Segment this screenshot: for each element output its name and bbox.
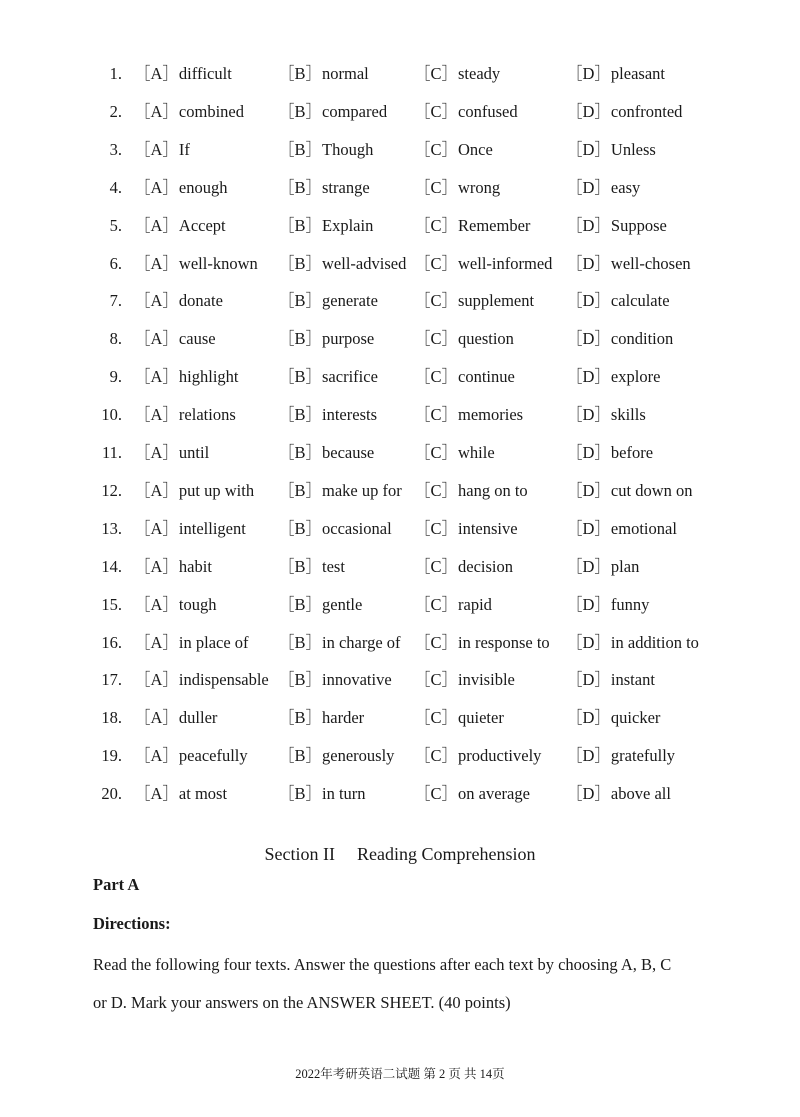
option-text: Accept — [178, 215, 226, 235]
question-row — [0, 555, 800, 579]
option-key: ［B］ — [278, 594, 323, 614]
option-text: test — [322, 556, 345, 576]
option-key: ［A］ — [134, 405, 179, 425]
option-key: ［D］ — [566, 632, 611, 652]
question-number: 6. — [109, 253, 122, 273]
option-key: ［C］ — [414, 329, 459, 349]
section-name: Reading Comprehension — [357, 844, 536, 864]
option-text: Once — [458, 139, 493, 159]
option-c — [414, 62, 500, 86]
option-key: ［B］ — [278, 215, 323, 235]
question-number: 9. — [109, 367, 122, 387]
option-b — [278, 403, 377, 427]
option-key: ［B］ — [278, 632, 323, 652]
option-b — [278, 668, 392, 692]
option-a — [134, 62, 232, 86]
option-text: Though — [322, 139, 374, 159]
option-a — [134, 403, 236, 427]
question-number: 15. — [101, 594, 122, 614]
option-text: purpose — [322, 329, 375, 349]
option-text: funny — [610, 594, 650, 614]
option-key: ［C］ — [414, 594, 459, 614]
option-key: ［C］ — [414, 443, 459, 462]
section-number: Section II — [264, 844, 335, 864]
option-text: condition — [610, 329, 674, 349]
option-key: ［C］ — [414, 177, 459, 197]
option-text: while — [458, 443, 495, 462]
option-text: intelligent — [178, 518, 246, 538]
option-text: supplement — [458, 291, 535, 311]
option-key: ［A］ — [134, 670, 179, 690]
option-text: indispensable — [178, 670, 269, 690]
question-number: 11. — [101, 443, 122, 462]
question-row — [0, 214, 800, 238]
question-number: 1. — [109, 64, 122, 83]
option-key: ［B］ — [278, 670, 323, 690]
question-row — [0, 593, 800, 617]
option-key: ［A］ — [134, 177, 179, 197]
option-key: ［B］ — [278, 518, 323, 538]
option-b — [278, 517, 392, 541]
option-d — [566, 252, 691, 276]
question-number: 16. — [101, 632, 122, 652]
option-text: combined — [178, 101, 244, 121]
option-d — [566, 403, 646, 427]
option-c — [414, 593, 492, 617]
page-footer: 2022年考研英语二试题 第 2 页 共 14页 — [295, 1067, 505, 1081]
option-c — [414, 365, 515, 389]
option-key: ［B］ — [278, 177, 323, 197]
question-row — [0, 479, 800, 503]
option-key: ［D］ — [566, 443, 611, 462]
option-key: ［C］ — [414, 367, 459, 387]
question-row — [0, 100, 800, 124]
question-number: 3. — [109, 139, 122, 159]
option-b — [278, 631, 401, 655]
option-b — [278, 706, 364, 730]
question-number: 19. — [101, 746, 122, 766]
question-number: 12. — [101, 480, 122, 500]
option-key: ［A］ — [134, 632, 179, 652]
option-text: in addition to — [610, 632, 699, 652]
question-number: 5. — [109, 215, 122, 235]
option-text: quieter — [458, 708, 504, 728]
question-row — [0, 782, 800, 806]
option-a — [134, 517, 246, 541]
question-number: 17. — [101, 670, 122, 690]
option-a — [134, 555, 212, 579]
question-number: 10. — [101, 405, 122, 425]
option-text: sacrifice — [322, 367, 378, 387]
option-c — [414, 327, 514, 351]
option-text: in place of — [178, 632, 249, 652]
question-number: 20. — [101, 784, 122, 804]
option-key: ［D］ — [566, 784, 611, 804]
option-key: ［A］ — [134, 784, 179, 804]
option-text: in turn — [322, 784, 366, 804]
option-key: ［D］ — [566, 746, 611, 766]
option-text: strange — [322, 177, 370, 197]
question-row — [0, 403, 800, 427]
option-text: explore — [610, 367, 661, 387]
option-b — [278, 327, 374, 351]
option-text: harder — [322, 708, 365, 728]
option-text: productively — [458, 746, 542, 766]
option-text: gentle — [322, 594, 363, 614]
option-a — [134, 214, 226, 238]
question-row — [0, 289, 800, 313]
option-text: habit — [178, 556, 212, 576]
option-d — [566, 138, 656, 162]
option-text: quicker — [610, 708, 661, 728]
option-text: difficult — [178, 64, 232, 83]
option-text: gratefully — [610, 746, 676, 766]
option-text: enough — [178, 177, 228, 197]
option-c — [414, 631, 550, 655]
option-key: ［D］ — [566, 480, 611, 500]
option-key: ［B］ — [278, 367, 323, 387]
option-d — [566, 631, 699, 655]
option-text: continue — [458, 367, 515, 387]
option-key: ［A］ — [134, 367, 179, 387]
option-text: duller — [178, 708, 218, 728]
option-key: ［D］ — [566, 64, 611, 83]
option-key: ［A］ — [134, 253, 179, 273]
option-text: cause — [178, 329, 216, 349]
option-d — [566, 62, 665, 86]
option-key: ［D］ — [566, 405, 611, 425]
option-b — [278, 782, 366, 806]
option-a — [134, 593, 217, 617]
option-text: emotional — [610, 518, 677, 538]
question-row — [0, 668, 800, 692]
option-text: well-chosen — [610, 253, 691, 273]
question-row — [0, 252, 800, 276]
section-title — [0, 844, 800, 865]
question-row — [0, 706, 800, 730]
option-key: ［C］ — [414, 480, 459, 500]
option-b — [278, 289, 378, 313]
option-c — [414, 517, 518, 541]
option-d — [566, 479, 693, 503]
option-text: above all — [610, 784, 671, 804]
option-a — [134, 631, 249, 655]
directions-line-2: or D. Mark your answers on the ANSWER SHEET. (40 points) — [93, 993, 511, 1012]
option-a — [134, 706, 217, 730]
option-text: at most — [178, 784, 228, 804]
option-key: ［B］ — [278, 746, 323, 766]
option-c — [414, 289, 534, 313]
option-text: hang on to — [458, 480, 528, 500]
option-key: ［D］ — [566, 594, 611, 614]
option-text: normal — [322, 64, 369, 83]
option-text: memories — [458, 405, 524, 425]
option-text: in response to — [458, 632, 550, 652]
option-text: because — [322, 443, 375, 462]
option-c — [414, 479, 528, 503]
option-a — [134, 327, 216, 351]
option-key: ［A］ — [134, 518, 179, 538]
option-text: peacefully — [178, 746, 248, 766]
option-key: ［B］ — [278, 139, 323, 159]
option-text: before — [610, 443, 654, 462]
option-key: ［D］ — [566, 101, 611, 121]
option-key: ［C］ — [414, 139, 459, 159]
option-text: until — [178, 443, 210, 462]
option-text: innovative — [322, 670, 392, 690]
option-key: ［B］ — [278, 443, 323, 462]
option-text: Explain — [322, 215, 374, 235]
option-text: Unless — [610, 139, 656, 159]
option-key: ［B］ — [278, 405, 323, 425]
option-key: ［B］ — [278, 556, 323, 576]
option-text: skills — [610, 405, 646, 425]
option-d — [566, 365, 660, 389]
option-text: relations — [178, 405, 236, 425]
option-key: ［D］ — [566, 139, 611, 159]
option-text: calculate — [610, 291, 670, 311]
option-key: ［A］ — [134, 64, 179, 83]
option-text: instant — [610, 670, 655, 690]
option-text: generously — [322, 746, 395, 766]
question-number: 14. — [101, 556, 122, 576]
option-text: tough — [178, 594, 217, 614]
option-b — [278, 252, 406, 276]
option-text: wrong — [458, 177, 501, 197]
option-key: ［A］ — [134, 101, 179, 121]
option-b — [278, 365, 378, 389]
option-key: ［B］ — [278, 253, 323, 273]
option-a — [134, 365, 239, 389]
question-number: 4. — [109, 177, 122, 197]
option-key: ［B］ — [278, 291, 323, 311]
option-key: ［A］ — [134, 139, 179, 159]
option-a — [134, 138, 190, 162]
option-key: ［C］ — [414, 405, 459, 425]
option-d — [566, 441, 653, 465]
option-text: highlight — [178, 367, 239, 387]
option-b — [278, 100, 387, 124]
option-d — [566, 100, 682, 124]
option-key: ［B］ — [278, 708, 323, 728]
option-key: ［C］ — [414, 746, 459, 766]
option-d — [566, 517, 677, 541]
option-a — [134, 744, 248, 768]
option-key: ［A］ — [134, 746, 179, 766]
option-key: ［C］ — [414, 101, 459, 121]
option-key: ［A］ — [134, 329, 179, 349]
option-text: in charge of — [322, 632, 401, 652]
option-a — [134, 479, 254, 503]
option-c — [414, 441, 495, 465]
option-a — [134, 176, 228, 200]
option-c — [414, 782, 530, 806]
part-heading: Part A — [93, 875, 140, 894]
option-text: on average — [458, 784, 530, 804]
option-c — [414, 138, 493, 162]
question-row — [0, 517, 800, 541]
option-d — [566, 744, 675, 768]
option-a — [134, 252, 258, 276]
option-b — [278, 62, 369, 86]
question-row — [0, 441, 800, 465]
option-key: ［C］ — [414, 253, 459, 273]
option-text: decision — [458, 556, 514, 576]
option-d — [566, 782, 671, 806]
option-c — [414, 403, 523, 427]
option-text: confronted — [610, 101, 683, 121]
question-row — [0, 176, 800, 200]
option-key: ［C］ — [414, 518, 459, 538]
option-text: confused — [458, 101, 518, 121]
option-key: ［A］ — [134, 594, 179, 614]
question-row — [0, 138, 800, 162]
option-key: ［B］ — [278, 101, 323, 121]
option-key: ［D］ — [566, 329, 611, 349]
option-text: donate — [178, 291, 223, 311]
option-key: ［A］ — [134, 480, 179, 500]
option-text: plan — [610, 556, 640, 576]
option-d — [566, 593, 649, 617]
option-a — [134, 100, 244, 124]
option-key: ［C］ — [414, 64, 459, 83]
option-text: pleasant — [610, 64, 665, 83]
option-key: ［A］ — [134, 708, 179, 728]
option-key: ［D］ — [566, 708, 611, 728]
option-text: generate — [322, 291, 378, 311]
option-key: ［D］ — [566, 177, 611, 197]
directions-heading: Directions: — [93, 914, 171, 933]
question-row — [0, 631, 800, 655]
question-number: 7. — [109, 291, 122, 311]
option-text: question — [458, 329, 514, 349]
option-c — [414, 668, 515, 692]
option-c — [414, 555, 513, 579]
option-key: ［C］ — [414, 215, 459, 235]
option-d — [566, 214, 667, 238]
option-text: well-informed — [458, 253, 553, 273]
option-d — [566, 176, 640, 200]
option-text: rapid — [458, 594, 492, 614]
option-key: ［D］ — [566, 518, 611, 538]
option-text: well-advised — [322, 253, 407, 273]
question-row — [0, 365, 800, 389]
option-text: interests — [322, 405, 378, 425]
option-key: ［C］ — [414, 708, 459, 728]
option-key: ［D］ — [566, 291, 611, 311]
option-key: ［A］ — [134, 556, 179, 576]
option-b — [278, 479, 402, 503]
option-key: ［A］ — [134, 291, 179, 311]
option-d — [566, 555, 639, 579]
option-text: compared — [322, 101, 388, 121]
option-text: Suppose — [610, 215, 667, 235]
option-key: ［A］ — [134, 215, 179, 235]
option-text: make up for — [322, 480, 402, 500]
option-c — [414, 214, 530, 238]
option-b — [278, 176, 370, 200]
option-c — [414, 100, 518, 124]
option-key: ［B］ — [278, 64, 323, 83]
option-key: ［C］ — [414, 291, 459, 311]
option-text: Remember — [458, 215, 531, 235]
option-key: ［B］ — [278, 480, 323, 500]
option-d — [566, 706, 660, 730]
option-b — [278, 441, 374, 465]
option-b — [278, 138, 373, 162]
option-key: ［C］ — [414, 632, 459, 652]
option-text: invisible — [458, 670, 515, 690]
option-text: occasional — [322, 518, 392, 538]
option-b — [278, 744, 394, 768]
option-c — [414, 252, 552, 276]
option-key: ［D］ — [566, 367, 611, 387]
option-c — [414, 176, 500, 200]
option-d — [566, 668, 655, 692]
option-b — [278, 214, 373, 238]
option-key: ［B］ — [278, 784, 323, 804]
option-key: ［C］ — [414, 556, 459, 576]
option-key: ［D］ — [566, 670, 611, 690]
option-text: If — [178, 139, 190, 159]
option-d — [566, 327, 673, 351]
option-key: ［D］ — [566, 556, 611, 576]
question-number: 18. — [101, 708, 122, 728]
option-key: ［A］ — [134, 443, 179, 462]
option-a — [134, 668, 269, 692]
option-b — [278, 593, 362, 617]
option-text: steady — [458, 64, 501, 83]
question-row — [0, 327, 800, 351]
option-key: ［B］ — [278, 329, 323, 349]
option-key: ［C］ — [414, 784, 459, 804]
option-b — [278, 555, 345, 579]
question-number: 2. — [109, 101, 122, 121]
option-key: ［D］ — [566, 215, 611, 235]
option-text: put up with — [178, 480, 255, 500]
question-row — [0, 62, 800, 86]
question-number: 8. — [109, 329, 122, 349]
question-row — [0, 744, 800, 768]
option-key: ［C］ — [414, 670, 459, 690]
option-text: well-known — [178, 253, 258, 273]
option-a — [134, 782, 227, 806]
option-a — [134, 441, 209, 465]
option-key: ［D］ — [566, 253, 611, 273]
option-c — [414, 706, 504, 730]
question-number: 13. — [101, 518, 122, 538]
option-text: intensive — [458, 518, 518, 538]
option-text: easy — [610, 177, 641, 197]
option-d — [566, 289, 670, 313]
option-text: cut down on — [610, 480, 693, 500]
directions-line-1: Read the following four texts. Answer the questions after each text by choosing A, B, C — [93, 955, 672, 974]
option-a — [134, 289, 223, 313]
option-c — [414, 744, 541, 768]
